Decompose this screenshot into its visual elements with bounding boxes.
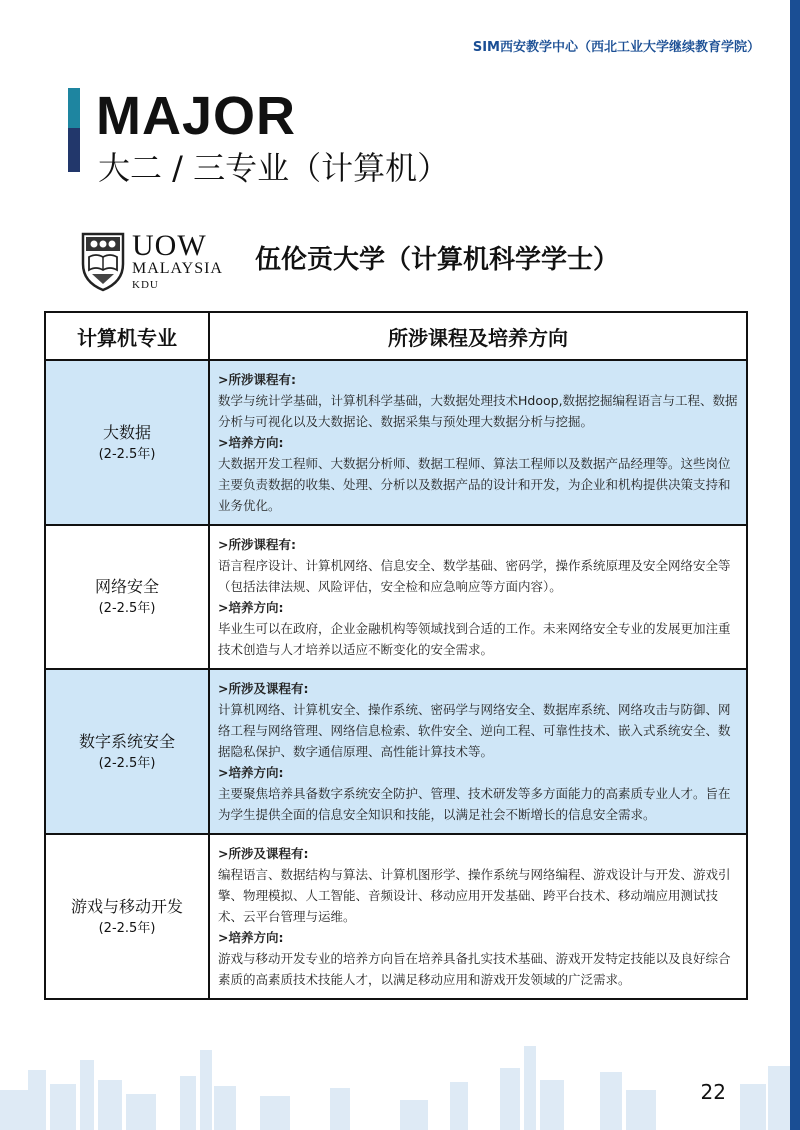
direction-label: >培养方向: [218, 600, 284, 615]
major-name-cell [45, 360, 209, 525]
major-description-cell [209, 834, 747, 999]
direction-text: 主要聚焦培养具备数字系统安全防护、管理、技术研发等多方面能力的高素质专业人才。旨在为学生提供全面的信息安全知识和技能，以满足社会不断增长的信息安全需求。 [218, 786, 731, 822]
major-name-cell [45, 834, 209, 999]
major-name-cell [45, 525, 209, 669]
table-row [45, 669, 747, 834]
logo-malaysia-text: MALAYSIA [132, 260, 223, 277]
direction-text: 毕业生可以在政府，企业金融机构等领域找到合适的工作。未来网络安全专业的发展更加注重技术创造与人才培养以适应不断变化的安全需求。 [218, 621, 731, 657]
courses-text: 语言程序设计、计算机网络、信息安全、数学基础、密码学，操作系统原理及安全网络安全等（包括法律法规、风险评估，安全检和应急响应等方面内容）。 [218, 558, 731, 594]
courses-label: >所涉及课程有: [218, 681, 309, 696]
major-name: 网络安全 [94, 577, 159, 596]
page-number: 22 [700, 1080, 726, 1104]
logo-kdu-text: KDU [132, 279, 159, 291]
direction-label: >培养方向: [218, 435, 284, 450]
major-duration: (2-2.5年) [98, 920, 156, 936]
major-description-cell [209, 525, 747, 669]
major-duration: (2-2.5年) [98, 601, 156, 616]
courses-text: 编程语言、数据结构与算法、计算机图形学、操作系统与网络编程、游戏设计与开发、游戏引擎、物理模拟、人工智能、音频设计、移动应用开发基础、跨平台技术、移动端应用测试技术、云平台管理与运维。 [218, 867, 731, 924]
courses-text: 数学与统计学基础，计算机科学基础，大数据处理技术Hdoop,数据挖掘编程语言与工程、数据分析与可视化以及大数据论、数据采集与预处理大数据分析与挖掘。 [218, 393, 738, 429]
university-name: 伍伦贡大学（计算机科学学士） [255, 245, 620, 275]
table-row [45, 360, 747, 525]
table-row [45, 834, 747, 999]
major-duration: (2-2.5年) [98, 755, 156, 771]
major-table [44, 311, 748, 1000]
courses-label: >所涉及课程有: [218, 846, 309, 861]
major-description-cell [209, 360, 747, 525]
table-header-row [45, 312, 747, 360]
page-subtitle: 大二 / 三专业（计算机） [98, 149, 450, 187]
direction-label: >培养方向: [218, 765, 284, 780]
courses-label: >所涉课程有: [218, 372, 296, 387]
major-name: 数字系统安全 [78, 731, 175, 751]
university-crest-icon [80, 230, 126, 292]
major-name: 大数据 [102, 422, 151, 442]
table-row [45, 525, 747, 669]
header-major: 计算机专业 [45, 312, 209, 360]
page-title: MAJOR [96, 86, 297, 146]
direction-text: 大数据开发工程师、大数据分析师、数据工程师、算法工程师以及数据产品经理等。这些岗位主要负责数据的收集、处理、分析以及数据产品的设计和开发，为企业和机构提供决策支持和业务优化。 [218, 456, 731, 513]
courses-label: >所涉课程有: [218, 537, 296, 552]
major-duration: (2-2.5年) [98, 446, 156, 462]
direction-label: >培养方向: [218, 930, 284, 945]
major-name-cell [45, 669, 209, 834]
title-accent-bar [68, 88, 80, 172]
major-description-cell [209, 669, 747, 834]
logo-uow-text: UOW [132, 229, 207, 262]
courses-text: 计算机网络、计算机安全、操作系统、密码学与网络安全、数据库系统、网络攻击与防御、网络工程与网络管理、网络信息检索、软件安全、逆向工程、可靠性技术、嵌入式系统安全、数据隐私保护、数字通信原理、高性能计算技术等。 [218, 702, 731, 759]
major-name: 游戏与移动开发 [70, 896, 183, 916]
right-edge-bar [790, 0, 800, 1130]
uow-malaysia-logo [80, 230, 240, 296]
header-courses: 所涉课程及培养方向 [209, 312, 747, 360]
direction-text: 游戏与移动开发专业的培养方向旨在培养具备扎实技术基础、游戏开发特定技能以及良好综合素质的高素质技术技能人才，以满足移动应用和游戏开发领域的广泛需求。 [218, 951, 731, 987]
city-skyline-decoration [0, 1010, 800, 1130]
header-institution: SIM西安教学中心（西北工业大学继续教育学院） [472, 40, 760, 55]
